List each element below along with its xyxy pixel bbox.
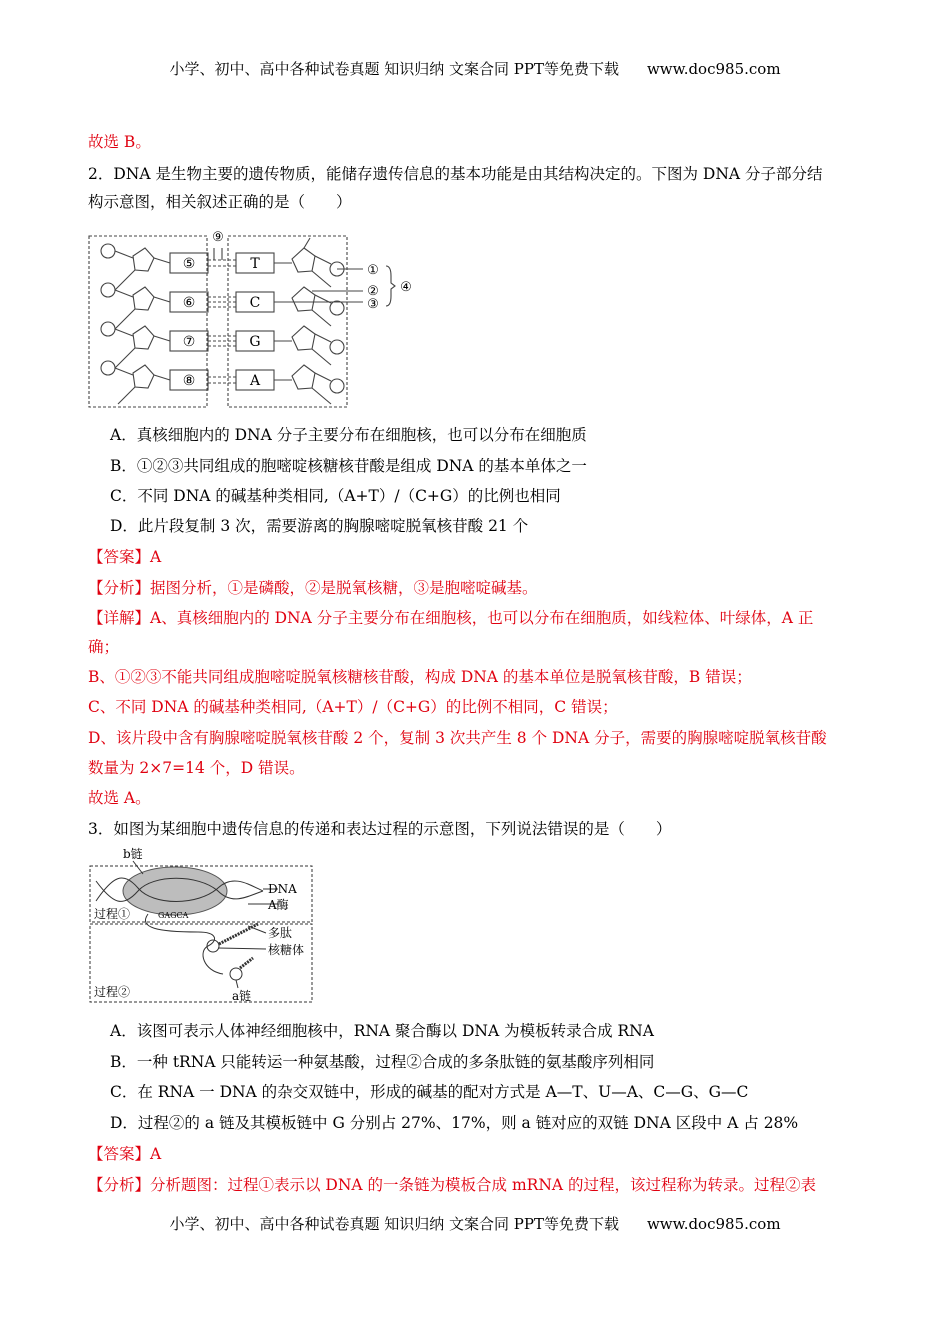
gene-expression-figure <box>88 846 318 1006</box>
label-8: ⑧ <box>182 373 196 389</box>
phosphate-right-3 <box>330 340 344 354</box>
phosphate-right-2 <box>330 301 344 315</box>
q3-option-c: C．在 RNA 一 DNA 的杂交双链中，形成的碱基的配对方式是 A—T、U—A、C—G、G—C <box>110 1083 749 1101</box>
process-2-label: 过程② <box>94 985 131 999</box>
header-text: 小学、初中、高中各种试卷真题 知识归纳 文案合同 PPT等免费下载 <box>169 60 619 78</box>
phosphate-right-4 <box>330 379 344 393</box>
conclusion-1: 故选 B。 <box>88 133 151 151</box>
q3-answer: 【答案】A <box>88 1145 162 1163</box>
footer-url[interactable]: www.doc985.com <box>646 1215 781 1233</box>
phosphate-left-3 <box>101 322 115 336</box>
q3-analysis: 【分析】分析题图：过程①表示以 DNA 的一条链为模板合成 mRNA 的过程，该过程称为转录。过程②表 <box>88 1176 817 1194</box>
label-9: ⑨ <box>212 230 224 245</box>
b-chain-label: b链 <box>123 847 143 861</box>
right-strand-box <box>228 236 347 407</box>
label-6: ⑥ <box>182 295 196 311</box>
ribosome-label: 核糖体 <box>268 943 305 957</box>
marker-2: ② <box>367 284 379 299</box>
marker-1: ① <box>367 263 379 278</box>
base-C: C <box>249 295 261 311</box>
q2-detail-2: 确； <box>88 638 120 656</box>
footer-text: 小学、初中、高中各种试卷真题 知识归纳 文案合同 PPT等免费下载 <box>169 1215 619 1233</box>
base-A: A <box>249 373 261 389</box>
q2-detail-3: B、①②③不能共同组成胞嘧啶脱氧核糖核苷酸，构成 DNA 的基本单位是脱氧核苷酸，B 错误； <box>88 668 752 686</box>
phosphate-left-1 <box>101 244 115 258</box>
q2-detail-5: D、该片段中含有胸腺嘧啶脱氧核苷酸 2 个，复制 3 次共产生 8 个 DNA 分子，需要的胸腺嘧啶脱氧核苷酸 <box>88 729 827 747</box>
question-2-stem-1: 2．DNA 是生物主要的遗传物质，能储存遗传信息的基本功能是由其结构决定的。下图为 DNA 分子部分结 <box>88 165 823 183</box>
sugar-left-1 <box>133 248 154 271</box>
marker-3: ③ <box>367 297 379 312</box>
polypeptide-1 <box>219 924 258 944</box>
header-url[interactable]: www.doc985.com <box>646 60 781 78</box>
q2-detail-6: 数量为 2×7=14 个，D 错误。 <box>88 759 305 777</box>
q3-option-b: B．一种 tRNA 只能转运一种氨基酸，过程②合成的多条肽链的氨基酸序列相同 <box>110 1053 655 1071</box>
sequence-label: GAGCA <box>158 911 189 920</box>
q2-conclusion: 故选 A。 <box>88 789 151 807</box>
label-7: ⑦ <box>182 334 196 350</box>
mrna-strand <box>145 914 223 974</box>
base-G: G <box>249 334 261 350</box>
label-5: ⑤ <box>182 256 196 272</box>
q2-detail-4: C、不同 DNA 的碱基种类相同,（A+T）/（C+G）的比例不相同，C 错误； <box>88 698 618 716</box>
sugar-left-4 <box>133 365 154 388</box>
marker-4: ④ <box>400 280 412 295</box>
sugar-left-3 <box>133 326 154 349</box>
dna-structure-figure <box>88 226 418 412</box>
dna-label: DNA <box>268 882 297 896</box>
q2-analysis: 【分析】据图分析，①是磷酸，②是脱氧核糖，③是胞嘧啶碱基。 <box>88 579 538 597</box>
q2-option-a: A．真核细胞内的 DNA 分子主要分布在细胞核，也可以分布在细胞质 <box>110 426 587 444</box>
sugar-right-3 <box>292 326 315 350</box>
peptide-label: 多肽 <box>268 926 293 940</box>
page-header <box>0 58 950 79</box>
question-2-stem-2: 构示意图，相关叙述正确的是（ ） <box>88 193 352 211</box>
question-3-stem: 3．如图为某细胞中遗传信息的传递和表达过程的示意图，下列说法错误的是（ ） <box>88 820 672 838</box>
ribosome-2 <box>230 968 242 980</box>
sugar-right-1 <box>292 248 315 272</box>
q3-option-d: D．过程②的 a 链及其模板链中 G 分别占 27%、17%，则 a 链对应的双链 DNA 区段中 A 占 28% <box>110 1114 799 1132</box>
enzyme-label: A酶 <box>268 898 289 912</box>
a-chain-label: a链 <box>232 989 252 1003</box>
phosphate-left-4 <box>101 361 115 375</box>
sugar-left-2 <box>133 287 154 310</box>
page-footer <box>0 1213 950 1234</box>
process-1-label: 过程① <box>94 907 131 921</box>
q2-option-c: C．不同 DNA 的碱基种类相同,（A+T）/（C+G）的比例也相同 <box>110 487 561 505</box>
q2-option-d: D．此片段复制 3 次，需要游离的胸腺嘧啶脱氧核苷酸 21 个 <box>110 517 529 535</box>
base-T: T <box>250 256 260 272</box>
sugar-right-4 <box>292 365 315 389</box>
phosphate-left-2 <box>101 283 115 297</box>
q3-option-a: A．该图可表示人体神经细胞核中，RNA 聚合酶以 DNA 为模板转录合成 RNA <box>110 1022 654 1040</box>
polypeptide-2 <box>240 958 253 968</box>
sugar-right-2 <box>292 287 315 311</box>
q2-answer: 【答案】A <box>88 548 162 566</box>
q2-option-b: B．①②③共同组成的胞嘧啶核糖核苷酸是组成 DNA 的基本单体之一 <box>110 457 587 475</box>
q2-detail-1: 【详解】A、真核细胞内的 DNA 分子主要分布在细胞核，也可以分布在细胞质，如线粒体、叶绿体，A 正 <box>88 609 814 627</box>
